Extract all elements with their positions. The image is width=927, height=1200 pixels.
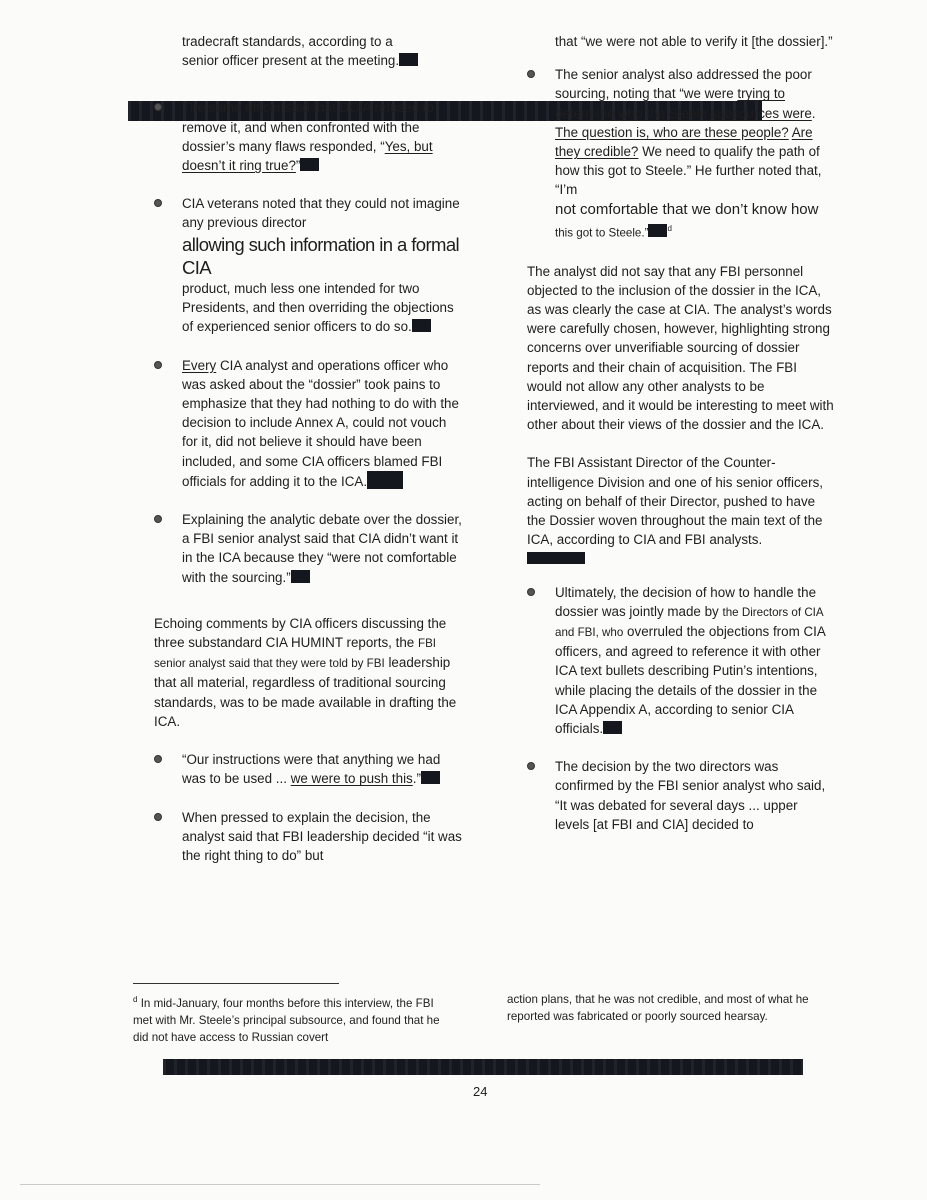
- bullet-instructions: “Our instructions were that anything we had was to be used ... we were to push this.”: [132, 750, 462, 788]
- scan-artifact-line: [20, 1184, 540, 1185]
- left-continuation-paragraph: tradecraft standards, according to a senior officer present at the meeting.: [132, 32, 462, 70]
- bullet-senior-analyst-sourcing: The senior analyst also addressed the poor sourcing, noting that “we were trying to determine who the Steele subsources were. The question is, who are these people? Are they credible? We need to qualify the path of how this got to Steele.” He further noted that, “I’m not comfortable that we don’t know how this got to Steele.” $^d$: [505, 65, 835, 242]
- right-analyst-paragraph: The analyst did not say that any FBI personnel objected to the inclusion of the dossier in the ICA, as was clearly the case at CIA. The analyst’s words were carefully chosen, however, highlighting strong concerns over unverifiable sourcing of dossier reports and their chain of acquisition. The FBI would not allow any other analysts to be interviewed, and it would be interesting to meet with other about their views of the dossier and the ICA.: [527, 263, 834, 433]
- redaction-mark: [527, 552, 585, 564]
- redaction-mark: [399, 53, 418, 66]
- bullet-cia-veterans: CIA veterans noted that they could not imagine any previous director allowing such information in a formal CIA product, much less one intended for two Presidents, and then overriding the objections of experienced senior officers to do so.: [132, 194, 462, 336]
- bullet-pressed-to-explain: When pressed to explain the decision, the analyst said that FBI leadership decided “it was the right thing to do” but: [132, 808, 462, 866]
- redaction-mark: [412, 319, 431, 332]
- right-continuation-paragraph: that “we were not able to verify it [the dossier].”: [555, 34, 833, 49]
- bullet-icon: [154, 813, 162, 821]
- bullet-icon: [527, 70, 535, 78]
- bullet-two-directors: The decision by the two directors was confirmed by the FBI senior analyst who said, “It was debated for several days ... upper levels [at FBI and CIA] decided to: [505, 757, 835, 834]
- bullet-icon: [154, 755, 162, 763]
- left-body-paragraph: Echoing comments by CIA officers discussing the three substandard CIA HUMINT reports, the FBI senior analyst said that they were told by FBI leadership that all material, regardless of traditional sourcing standards, was to be made available in drafting the ICA.: [154, 615, 457, 729]
- redaction-mark: [291, 570, 310, 583]
- redaction-mark: [421, 771, 440, 784]
- right-column: [505, 0, 835, 834]
- redaction-mark: [648, 224, 667, 237]
- right-fbi-director-paragraph: The FBI Assistant Director of the Counter-intelligence Division and one of his senior officers, acting on behalf of their Director, pushed to have the Dossier woven throughout the main text of the ICA, according to CIA and FBI analysts.: [505, 453, 835, 568]
- footer-redaction-bar: [163, 1059, 803, 1075]
- bullet-icon: [154, 515, 162, 523]
- footnote-divider: [133, 983, 339, 984]
- redaction-mark: [603, 721, 622, 734]
- page-number: 24: [473, 1084, 488, 1099]
- bullet-dcia-refused: The same officer said that DCIA refused to remove it, and when confronted with the dossier’s many flaws responded, “Yes, but doesn’t it ring true?”: [132, 98, 462, 175]
- bullet-icon: [154, 199, 162, 207]
- redaction-mark: [367, 471, 403, 489]
- bullet-every-cia-analyst: Every CIA analyst and operations officer who was asked about the “dossier” took pains to emphasize that they had nothing to do with the decision to include Annex A, could not vouch for it, did not believe it should have been included, and some CIA officers blamed FBI officials for adding it to the ICA.: [132, 356, 462, 491]
- bullet-icon: [154, 361, 162, 369]
- footnote-left: $^d$ In mid-January, four months before this interview, the FBI met with Mr. Steele’s principal subsource, and found that he did not have access to Russian covert: [133, 995, 440, 1044]
- bullet-analytic-debate: Explaining the analytic debate over the dossier, a FBI senior analyst said that CIA didn’t want it in the ICA because they “were not comfortable with the sourcing.”: [132, 510, 462, 587]
- bullet-icon: [154, 103, 162, 111]
- redaction-mark: [300, 158, 319, 171]
- bullet-ultimately-decision: Ultimately, the decision of how to handle the dossier was jointly made by the Directors of CIA and FBI, who overruled the objections from CIA officers, and agreed to reference it with other ICA text bullets describing Putin’s intentions, while placing the details of the dossier in the ICA Appendix A, according to senior CIA officials.: [505, 583, 835, 739]
- left-column: [132, 0, 462, 865]
- bullet-icon: [527, 588, 535, 596]
- bullet-icon: [527, 762, 535, 770]
- footnote-right: action plans, that he was not credible, and most of what he reported was fabricated or poorly sourced hearsay.: [507, 993, 809, 1023]
